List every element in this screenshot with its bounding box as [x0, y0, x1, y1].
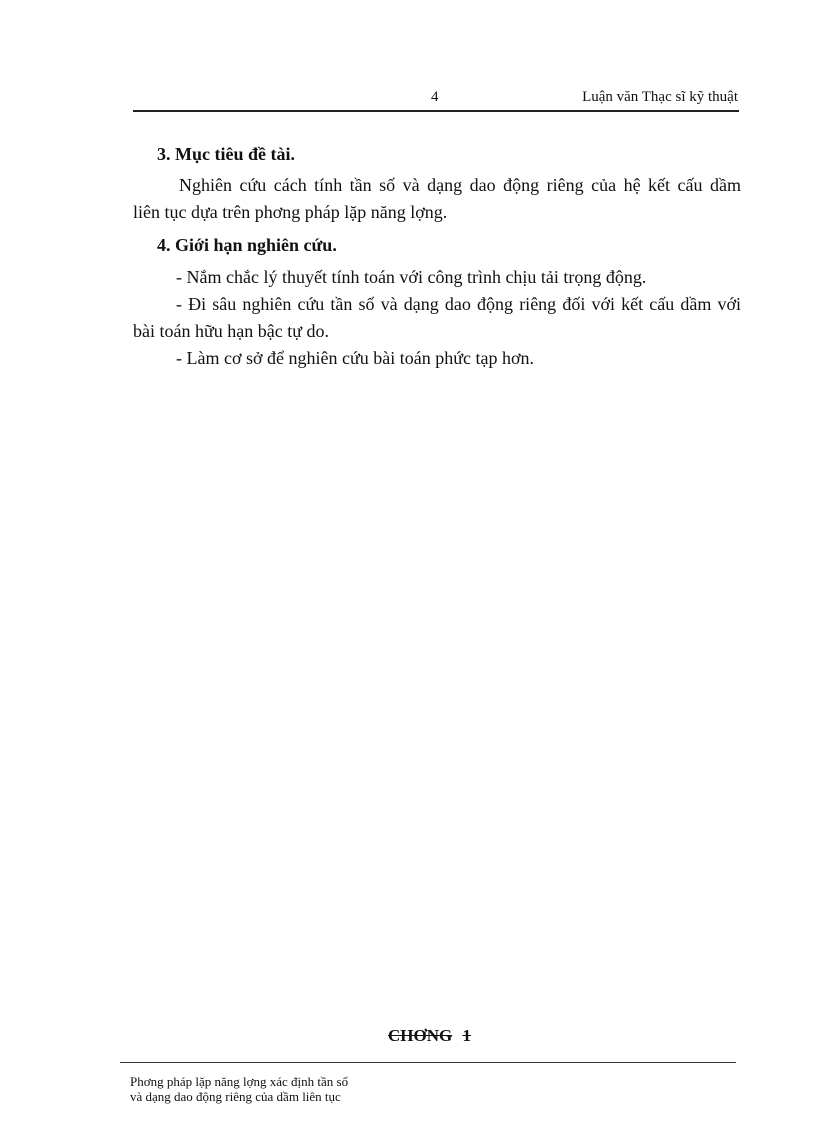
running-footer: [130, 1074, 348, 1104]
section-4-item-1: - Nắm chắc lý thuyết tính toán với công trình chịu tải trọng động.: [176, 267, 647, 287]
footer-line-2: và dạng dao động riêng của dầm liên tục: [130, 1089, 341, 1104]
running-header-title: Luận văn Thạc sĩ kỹ thuật: [582, 89, 738, 105]
footer-line-1: Phơng pháp lặp năng lợng xác định tần số: [130, 1074, 349, 1089]
chapter-number: 1: [462, 1026, 471, 1045]
section-3-heading: 3. Mục tiêu đề tài.: [157, 144, 295, 164]
section-3-paragraph-line-2: liên tục dựa trên phơng pháp lặp năng lợng.: [133, 202, 448, 222]
section-4-item-3: - Làm cơ sở để nghiên cứu bài toán phức tạp hơn.: [176, 348, 534, 368]
footer-divider: [120, 1062, 736, 1063]
section-4-item-2-line-2: bài toán hữu hạn bậc tự do.: [133, 321, 329, 341]
section-4-heading: 4. Giới hạn nghiên cứu.: [157, 235, 337, 255]
header-divider: [133, 110, 739, 112]
chapter-word: CHƠNG: [388, 1026, 453, 1045]
section-3-paragraph-line-1: Nghiên cứu cách tính tần số và dạng dao động riêng của hệ kết cấu dầm: [179, 175, 741, 195]
chapter-heading: [388, 1026, 471, 1046]
page-number: 4: [431, 89, 439, 105]
section-4-item-2-line-1: - Đi sâu nghiên cứu tần số và dạng dao động riêng đối với kết cấu dầm với: [176, 294, 741, 314]
